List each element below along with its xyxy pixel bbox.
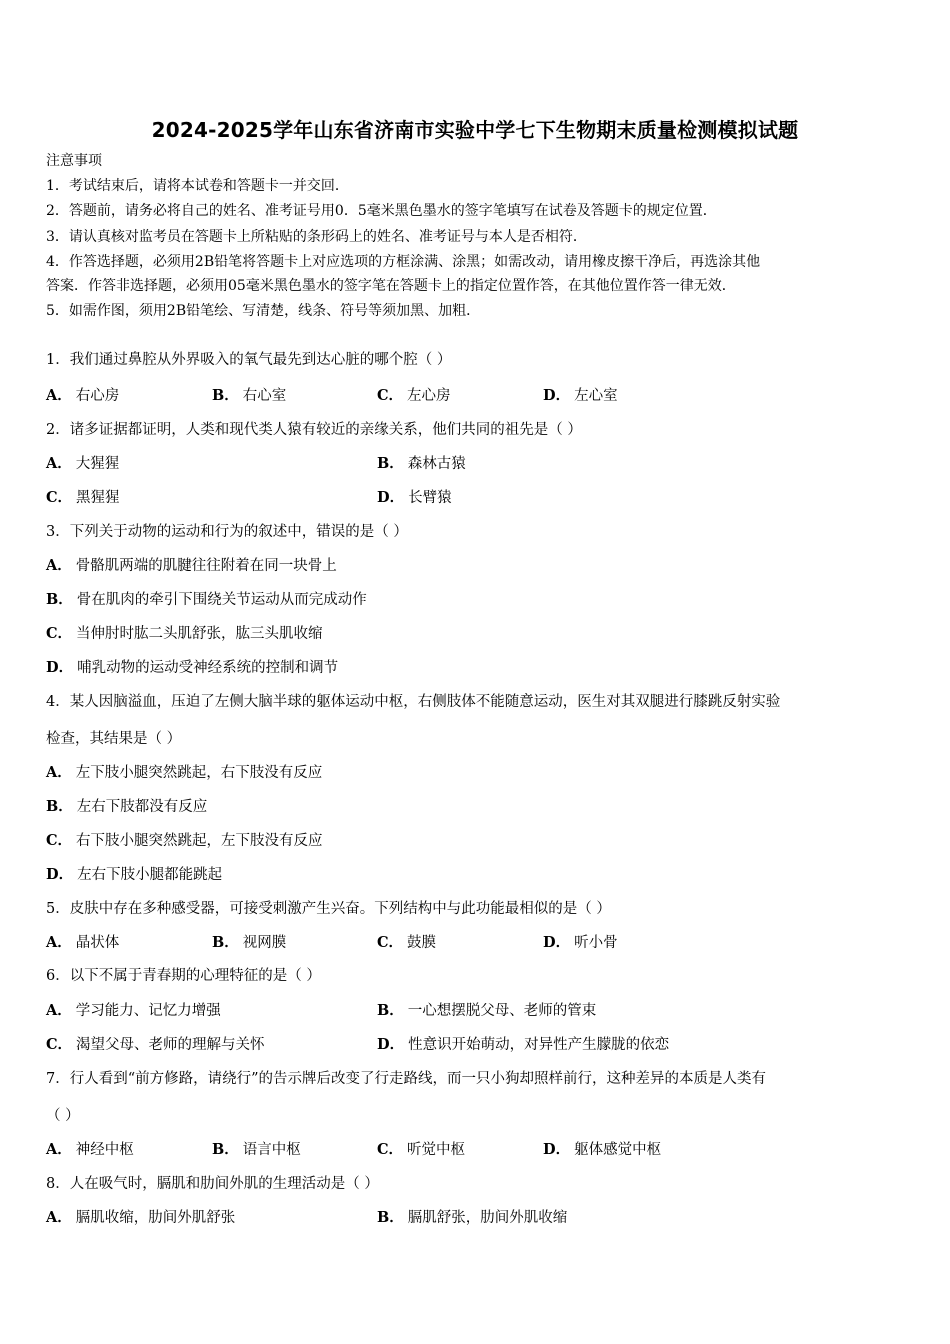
question-stem: 3．下列关于动物的运动和行为的叙述中，错误的是（ ） xyxy=(46,524,408,540)
question-stem: 2．诸多证据都证明，人类和现代类人猿有较近的亲缘关系，他们共同的祖先是（ ） xyxy=(46,422,582,438)
option-letter: D． xyxy=(377,1036,405,1053)
option-text: 长臂猿 xyxy=(408,490,452,506)
option-letter: C． xyxy=(46,832,73,849)
notice-item: 1．考试结束后，请将本试卷和答题卡一并交回． xyxy=(46,178,349,194)
option-b[interactable] xyxy=(377,454,466,474)
option-text: 膈肌收缩，肋间外肌舒张 xyxy=(75,1210,236,1226)
option-d[interactable] xyxy=(46,865,222,885)
option-text: 语言中枢 xyxy=(242,1142,301,1158)
option-c[interactable] xyxy=(46,624,323,644)
option-d[interactable] xyxy=(543,386,618,406)
option-c[interactable] xyxy=(377,386,451,406)
option-b[interactable] xyxy=(46,590,367,610)
option-text: 右心房 xyxy=(75,388,120,404)
option-text: 右心室 xyxy=(242,388,287,404)
option-letter: D． xyxy=(543,387,571,404)
notice-item: 5．如需作图，须用2B铅笔绘、写清楚，线条、符号等须加黑、加粗． xyxy=(46,303,481,319)
option-d[interactable] xyxy=(377,488,452,508)
option-d[interactable] xyxy=(543,1140,661,1160)
option-letter: B． xyxy=(46,591,73,608)
page-title: 2024-2025学年山东省济南市实验中学七下生物期末质量检测模拟试题 xyxy=(151,118,799,142)
option-text: 膈肌舒张，肋间外肌收缩 xyxy=(407,1210,568,1226)
option-text: 渴望父母、老师的理解与关怀 xyxy=(76,1037,265,1053)
option-letter: B． xyxy=(212,1141,239,1158)
option-letter: C． xyxy=(377,934,404,951)
option-letter: D． xyxy=(543,934,571,951)
question-stem: 4．某人因脑溢血，压迫了左侧大脑半球的躯体运动中枢，右侧肢体不能随意运动，医生对其双腿进行膝跳反射实验 xyxy=(46,694,781,710)
option-letter: A． xyxy=(46,1209,72,1226)
question-stem: （ ） xyxy=(46,1108,80,1124)
option-text: 左右下肢都没有反应 xyxy=(76,799,208,815)
option-d[interactable] xyxy=(46,658,338,678)
option-letter: B． xyxy=(377,1209,404,1226)
option-c[interactable] xyxy=(377,933,436,953)
option-letter: D． xyxy=(377,489,405,506)
option-c[interactable] xyxy=(46,831,323,851)
option-c[interactable] xyxy=(46,1035,265,1055)
option-a[interactable] xyxy=(46,1208,235,1228)
option-text: 骨骼肌两端的肌腱往往附着在同一块骨上 xyxy=(75,558,337,574)
option-letter: A． xyxy=(46,455,72,472)
option-text: 一心想摆脱父母、老师的管束 xyxy=(407,1003,597,1019)
option-a[interactable] xyxy=(46,763,322,783)
option-a[interactable] xyxy=(46,933,119,953)
option-letter: A． xyxy=(46,1002,72,1019)
option-b[interactable] xyxy=(377,1208,567,1228)
option-letter: A． xyxy=(46,557,72,574)
option-b[interactable] xyxy=(377,1001,596,1021)
option-text: 性意识开始萌动，对异性产生朦胧的依恋 xyxy=(408,1037,670,1053)
notice-item: 3．请认真核对监考员在答题卡上所粘贴的条形码上的姓名、准考证号与本人是否相符． xyxy=(46,229,587,245)
option-text: 黑猩猩 xyxy=(76,490,120,506)
option-c[interactable] xyxy=(377,1140,465,1160)
notice-item: 2．答题前，请务必将自己的姓名、准考证号用0．5毫米黑色墨水的签字笔填写在试卷及答题卡的规定位置． xyxy=(46,203,717,219)
option-letter: C． xyxy=(46,1036,73,1053)
option-text: 森林古猿 xyxy=(407,456,466,472)
option-text: 左心房 xyxy=(407,388,451,404)
option-text: 学习能力、记忆力增强 xyxy=(75,1003,221,1019)
option-b[interactable] xyxy=(212,933,286,953)
option-text: 左右下肢小腿都能跳起 xyxy=(77,867,223,883)
question-stem: 检查，其结果是（ ） xyxy=(46,731,182,747)
option-text: 躯体感觉中枢 xyxy=(574,1142,662,1158)
option-text: 鼓膜 xyxy=(407,935,437,951)
option-letter: B． xyxy=(212,387,239,404)
option-text: 听小骨 xyxy=(574,935,618,951)
option-text: 听觉中枢 xyxy=(407,1142,466,1158)
option-letter: C． xyxy=(46,625,73,642)
option-a[interactable] xyxy=(46,1001,221,1021)
option-b[interactable] xyxy=(212,386,286,406)
notice-item: 4．作答选择题，必须用2B铅笔将答题卡上对应选项的方框涂满、涂黑；如需改动，请用橡皮擦干净后，再选涂其他 xyxy=(46,254,761,270)
option-text: 神经中枢 xyxy=(75,1142,134,1158)
option-letter: D． xyxy=(46,866,74,883)
option-text: 大猩猩 xyxy=(75,456,120,472)
option-letter: B． xyxy=(377,1002,404,1019)
option-letter: C． xyxy=(377,1141,404,1158)
option-text: 视网膜 xyxy=(242,935,287,951)
question-stem: 8．人在吸气时，膈肌和肋间外肌的生理活动是（ ） xyxy=(46,1176,379,1192)
option-text: 当伸肘时肱二头肌舒张，肱三头肌收缩 xyxy=(76,626,323,642)
option-letter: D． xyxy=(46,659,74,676)
option-text: 左下肢小腿突然跳起，右下肢没有反应 xyxy=(75,765,323,781)
option-a[interactable] xyxy=(46,556,337,576)
option-letter: A． xyxy=(46,764,72,781)
option-a[interactable] xyxy=(46,1140,134,1160)
question-stem: 1．我们通过鼻腔从外界吸入的氧气最先到达心脏的哪个腔（ ） xyxy=(46,352,452,368)
option-letter: A． xyxy=(46,387,72,404)
question-stem: 7．行人看到“前方修路，请绕行”的告示牌后改变了行走路线，而一只小狗却照样前行，这种差异的本质是人类有 xyxy=(46,1071,767,1087)
option-b[interactable] xyxy=(46,797,207,817)
option-text: 右下肢小腿突然跳起，左下肢没有反应 xyxy=(76,833,323,849)
option-d[interactable] xyxy=(377,1035,669,1055)
option-a[interactable] xyxy=(46,454,119,474)
option-letter: B． xyxy=(46,798,73,815)
option-letter: A． xyxy=(46,934,72,951)
option-letter: B． xyxy=(212,934,239,951)
option-letter: B． xyxy=(377,455,404,472)
option-b[interactable] xyxy=(212,1140,301,1160)
option-letter: C． xyxy=(377,387,404,404)
option-text: 左心室 xyxy=(574,388,618,404)
option-text: 骨在肌肉的牵引下围绕关节运动从而完成动作 xyxy=(76,592,367,608)
option-text: 晶状体 xyxy=(75,935,120,951)
option-a[interactable] xyxy=(46,386,119,406)
question-stem: 5．皮肤中存在多种感受器，可接受刺激产生兴奋。下列结构中与此功能最相似的是（ ） xyxy=(46,901,611,917)
notice-item: 答案．作答非选择题，必须用05毫米黑色墨水的签字笔在答题卡上的指定位置作答，在其他位置作答一律无效． xyxy=(46,278,736,294)
question-stem: 6．以下不属于青春期的心理特征的是（ ） xyxy=(46,968,321,984)
option-c[interactable] xyxy=(46,488,120,508)
option-d[interactable] xyxy=(543,933,618,953)
notice-heading: 注意事项 xyxy=(46,153,102,169)
option-letter: A． xyxy=(46,1141,72,1158)
option-letter: D． xyxy=(543,1141,571,1158)
option-letter: C． xyxy=(46,489,73,506)
option-text: 哺乳动物的运动受神经系统的控制和调节 xyxy=(77,660,339,676)
